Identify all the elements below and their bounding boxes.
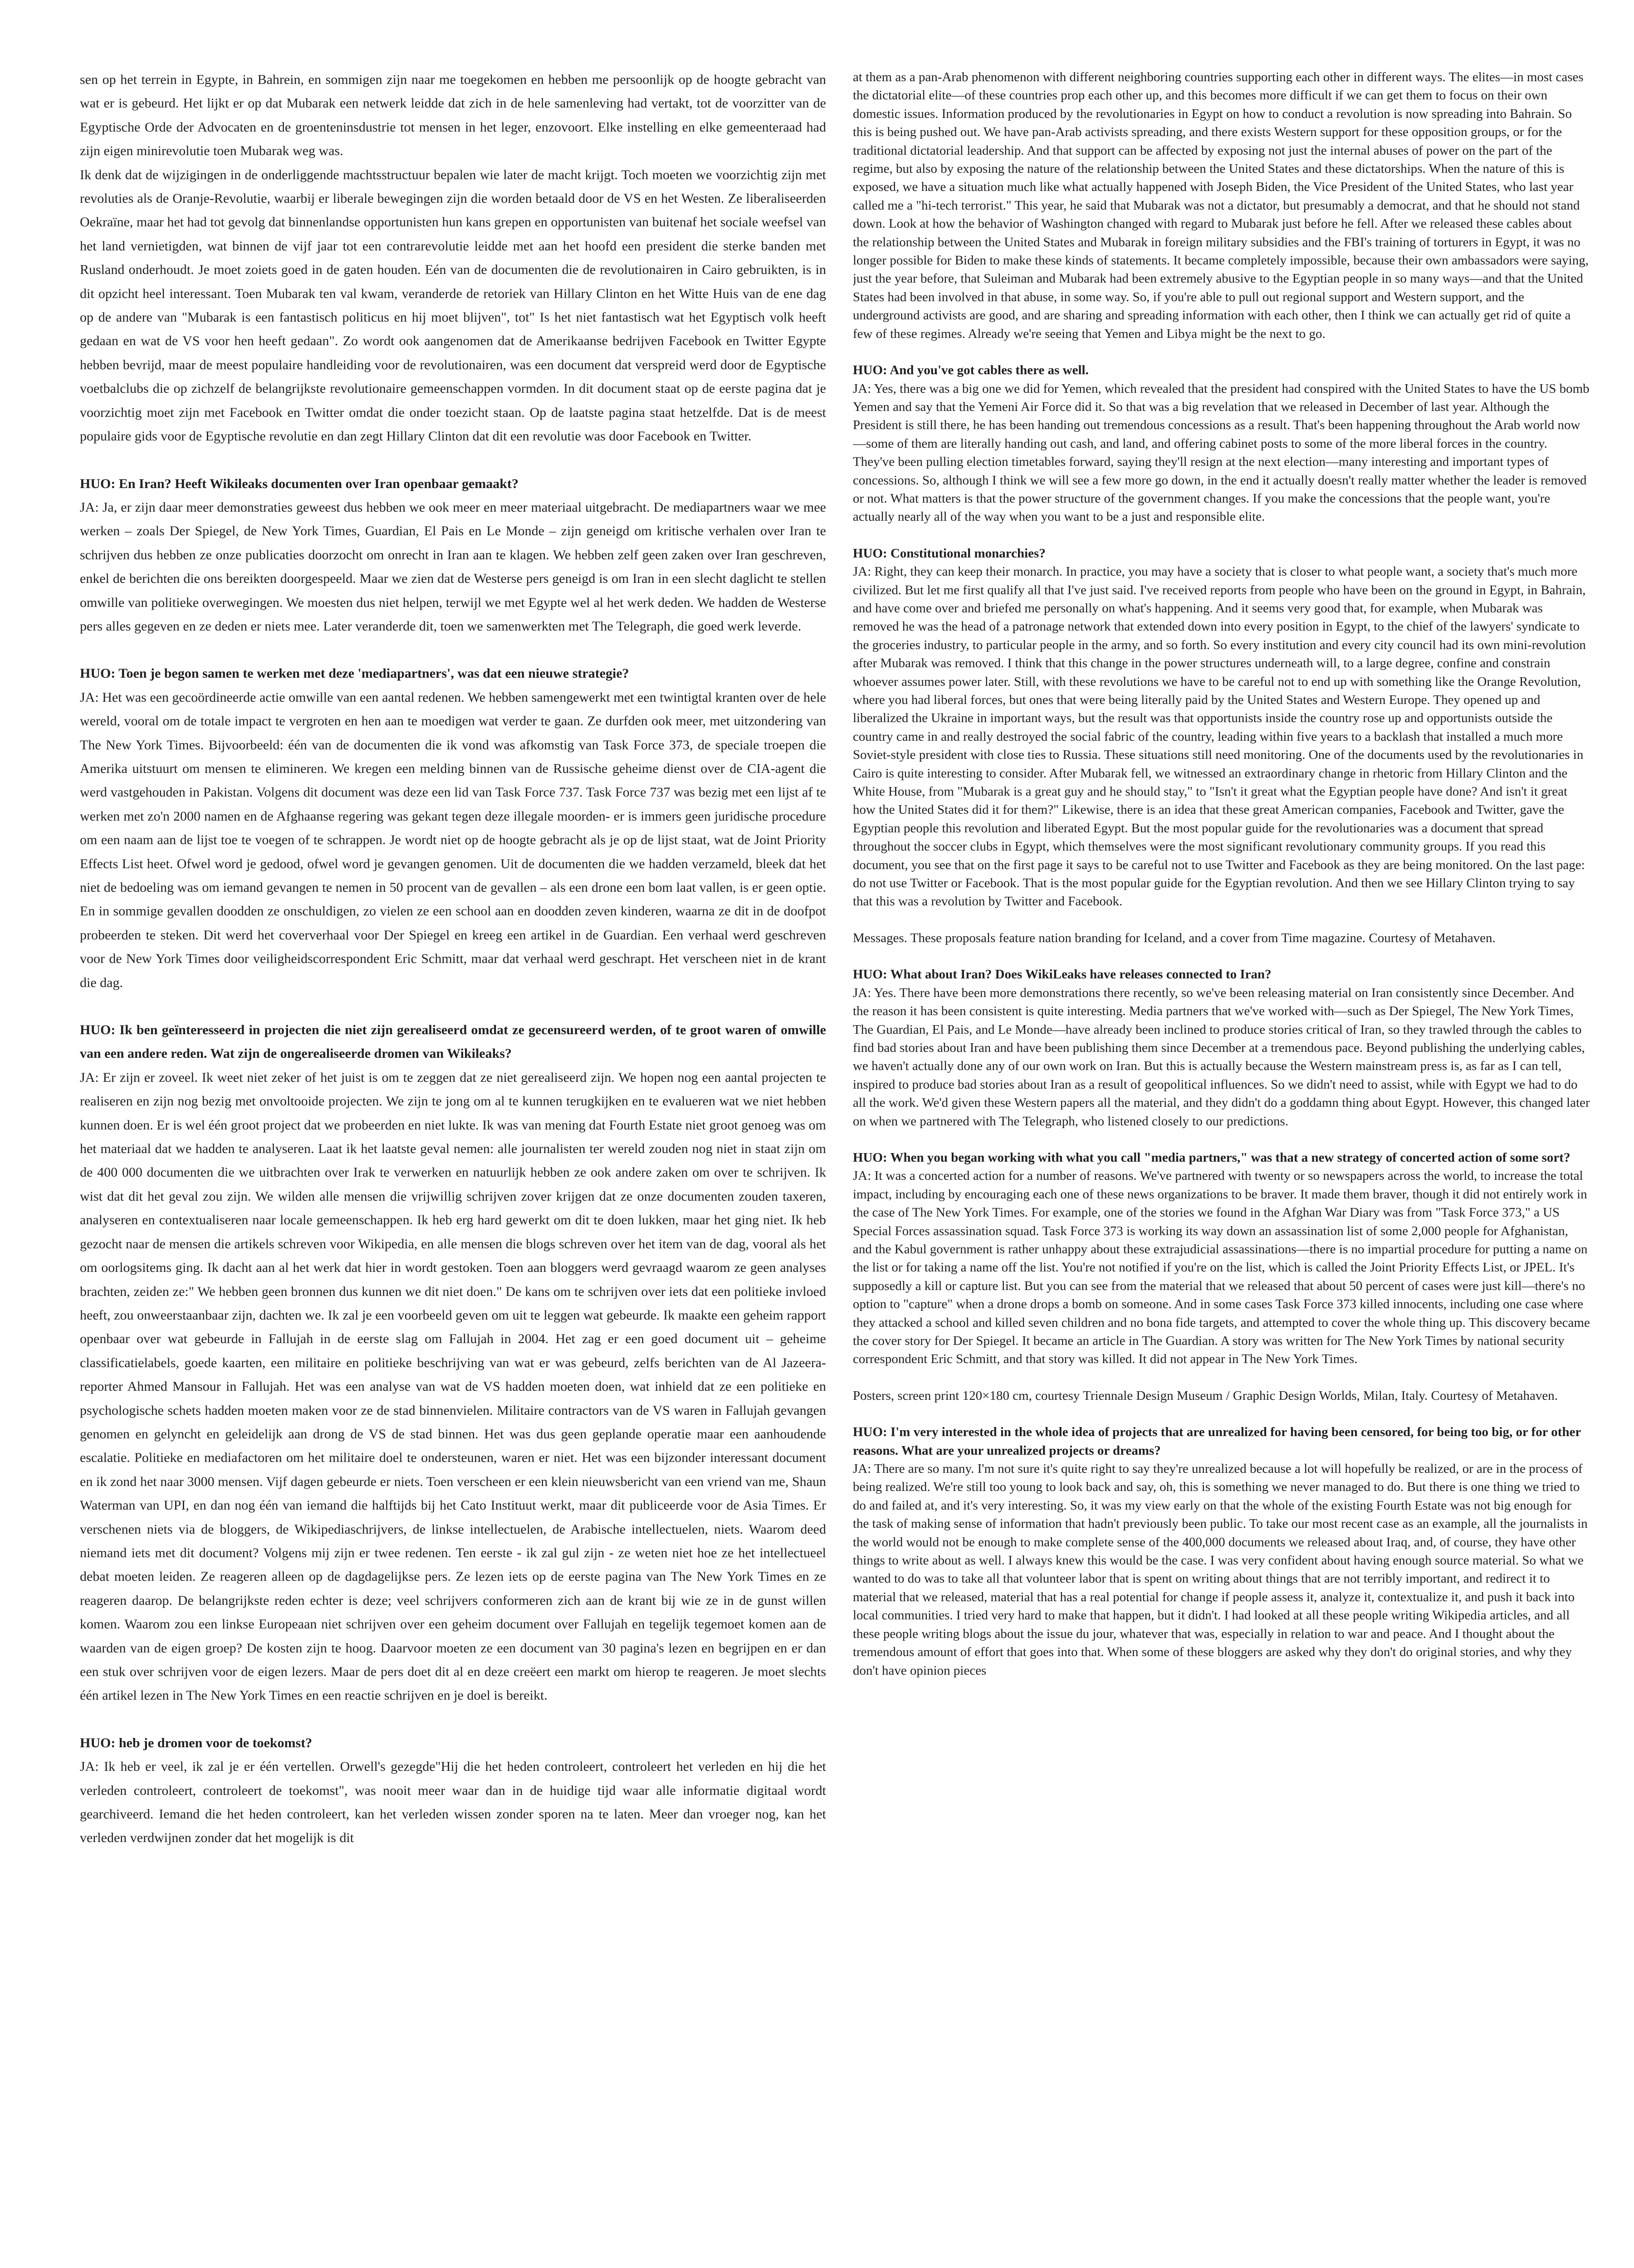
dutch-interview-column bbox=[80, 68, 826, 2268]
interview-answer: JA: Ik heb er veel, ik zal je er één vertellen. Orwell's gezegde"Hij die het heden controleert, controleert het verleden en hij die het verleden controleert, controleert de toekomst", was nooit meer waar dan in de huidige tijd waar alle informatie digitaal wordt gearchiveerd. Iemand die het heden controleert, kan het verleden wissen zonder sporen na te laten. Meer dan vroeger nog, kan het verleden verdwijnen zonder dat het mogelijk is dit bbox=[80, 1759, 826, 1846]
interview-question: HUO: I'm very interested in the whole idea of projects that are unrealized for having been censored, for being too big, or for other reasons. What are your unrealized projects or dreams? bbox=[853, 1425, 1581, 1458]
interview-answer: JA: Yes. There have been more demonstrations there recently, so we've been releasing material on Iran consistently since December. And the reason it has been consistent is quite interesting. Media partners that we've worked with—such as Der Spiegel, The New York Times, The Guardian, El Pais, and Le Monde—have already been inclined to produce stories critical of Iran, so they trawled through the cables to find bad stories about Iran and have been publishing them since December at a tremendous pace. Beyond publishing the underlying cables, we haven't actually done any of our own work on Iran. But this is actually because the Western mainstream press is, as far as I can tell, inspired to produce bad stories about Iran as a result of geopolitical influences. So we didn't need to assist, while with Egypt we had to do all the work. We'd given these Western papers all the material, and they didn't do a goddamn thing about Egypt. However, this changed later on when we partnered with The Telegraph, who listened closely to our predictions. bbox=[853, 985, 1590, 1129]
paragraph: Ik denk dat de wijzigingen in de onderliggende machtsstructuur bepalen wie later de macht krijgt. Toch moeten we voorzichtig zijn met revoluties als de Oranje-Revolutie, waarbij er liberale bewegingen zijn die worden betaald door de VS en het Westen. Ze liberaliseerden Oekraïne, maar het had tot gevolg dat binnenlandse opportunisten hun kans grepen en opportunisten van buitenaf het sociale weefsel van het land vernietigden, wat binnen de vijf jaar tot een contrarevolutie leidde met aan het hoofd een president die sterke banden met Rusland onderhoudt. Je moet zoiets goed in de gaten houden. Eén van de documenten die de revolutionairen in Cairo gebruikten, is in dit opzicht heel interessant. Toen Mubarak ten val kwam, veranderde de retoriek van Hillary Clinton en het Witte Huis van de ene dag op de andere van "Mubarak is een fantastisch politicus en hij moet blijven", tot" Is het niet fantastisch wat het Egyptisch volk heeft gedaan en wat de VS voor hen heeft gedaan". Zo wordt ook aangenomen dat de Amerikaanse bedrijven Facebook en Twitter Egypte hebben bevrijd, maar de meest populaire handleiding voor de revolutionairen, was een document dat verspreid werd door de Egyptische voetbalclubs die op zichzelf de belangrijkste revolutionaire gemeenschappen vormden. In dit document staat op de eerste pagina dat je voorzichtig moet zijn met Facebook en Twitter omdat die onder toezicht staan. Op de laatste pagina staat hetzelfde. Dat is de meest populaire gids voor de Egyptische revolutie en dan zegt Hillary Clinton dat dit een revolutie was door Facebook en Twitter. bbox=[80, 167, 826, 444]
interview-question: HUO: Ik ben geïnteresseerd in projecten die niet zijn gerealiseerd omdat ze gecensureerd werden, of te groot waren of omwille van een andere reden. Wat zijn de ongerealiseerde dromen van Wikileaks? bbox=[80, 1022, 826, 1061]
interview-question: HUO: What about Iran? Does WikiLeaks have releases connected to Iran? bbox=[853, 967, 1272, 982]
image-caption: Messages. These proposals feature nation branding for Iceland, and a cover from Time magazine. Courtesy of Metahaven. bbox=[853, 930, 1496, 945]
interview-answer: JA: It was a concerted action for a number of reasons. We've partnered with twenty or so newspapers across the world, to increase the total impact, including by encouraging each one of these news organizations to be braver. It made them braver, though it did not entirely work in the case of The New York Times. For example, one of the stories we found in the Afghan War Diary was from "Task Force 373," a US Special Forces assassination squad. Task Force 373 is working its way down an assassination list of some 2,000 people for Afghanistan, and the Kabul government is rather unhappy about these extrajudicial assassinations—there is no impartial procedure for putting a name on the list or for taking a name off the list. You're not notified if you're on the list, which is called the Joint Priority Effects List, or JPEL. It's supposedly a kill or capture list. But you can see from the material that we released that about 50 percent of cases were just kill—there's no option to "capture" when a drone drops a bomb on someone. And in some cases Task Force 373 killed innocents, including one case where they attacked a school and killed seven children and no bona fide targets, and attempted to cover the whole thing up. This discovery became the cover story for Der Spiegel. It became an article in The Guardian. A story was written for The New York Times by national security correspondent Eric Schmitt, and that story was killed. It did not appear in The New York Times. bbox=[853, 1168, 1590, 1367]
interview-question: HUO: heb je dromen voor de toekomst? bbox=[80, 1735, 313, 1750]
image-caption: Posters, screen print 120×180 cm, courtesy Triennale Design Museum / Graphic Design Worlds, Milan, Italy. Courtesy of Metahaven. bbox=[853, 1388, 1558, 1403]
paragraph: sen op het terrein in Egypte, in Bahrein, en sommigen zijn naar me toegekomen en hebben me persoonlijk op de hoogte gebracht van wat er is gebeurd. Het lijkt er op dat Mubarak een netwerk leidde dat zich in de hele samenleving had vertakt, tot de voorzitter van de Egyptische Orde der Advocaten en de groenteninsdustrie tot mensen in het leger, enzovoort. Elke instelling en elke gemeenteraad had zijn eigen minirevolutie toen Mubarak weg was. bbox=[80, 72, 826, 159]
interview-question: HUO: And you've got cables there as well. bbox=[853, 363, 1089, 378]
interview-answer: JA: Yes, there was a big one we did for Yemen, which revealed that the president had conspired with the United States to have the US bomb Yemen and say that the Yemeni Air Force did it. So that was a big revelation that we released in December of last year. Although the President is still there, he has been handing out tremendous concessions as a result. That's been happening throughout the Arab world now—some of them are literally handing out cash, and land, and offering cabinet posts to some of the more liberal forces in the country. They've been pulling election timetables forward, saying they'll resign at the next election—many interesting and important types of concessions. So, although I think we will see a few more go down, in the end it actually doesn't really matter whether the leader is removed or not. What matters is that the power structure of the government changes. If you make the concessions that the people want, you're actually nearly all of the way when you want to be a just and responsible elite. bbox=[853, 381, 1590, 524]
interview-question: HUO: When you began working with what you call "media partners," was that a new strategy of concerted action of some sort? bbox=[853, 1150, 1570, 1165]
interview-question: HUO: Toen je begon samen te werken met deze 'mediapartners', was dat een nieuwe strategie? bbox=[80, 666, 629, 681]
interview-question: HUO: Constitutional monarchies? bbox=[853, 546, 1046, 561]
interview-answer: JA: Het was een gecoördineerde actie omwille van een aantal redenen. We hebben samengewerkt met een twintigtal kranten over de hele wereld, vooral om de totale impact te vergroten en hen aan te moedigen wat verder te gaan. Ze durfden ook meer, met uitzondering van The New York Times. Bijvoorbeeld: één van de documenten die ik vond was afkomstig van Task Force 373, de speciale troepen die Amerika uitstuurt om mensen te elimineren. We kregen een melding binnen van de Russische geheime dienst over de CIA-agent die werd vastgehouden in Pakistan. Volgens dit document was deze een lid van Task Force 737. Task Force 737 was bezig met een lijst af te werken met zo'n 2000 namen en de Afghaanse regering was gekant tegen deze illegale moorden- er is immers geen juridische procedure om een naam aan de lijst toe te voegen of te schrappen. Je wordt niet op de hoogte gebracht als je op de lijst staat, wat de Joint Priority Effects List heet. Ofwel word je gedood, ofwel word je gevangen genomen. Uit de documenten die we hadden verzameld, bleek dat het niet de bedoeling was om iemand gevangen te nemen in 50 procent van de gevallen – als een drone een bom laat vallen, is er geen optie. En in sommige gevallen doodden ze onschuldigen, zo vielen ze een school aan en doodden zeven kinderen, waarna ze dit in de doofpot probeerden te steken. Dit werd het coververhaal voor Der Spiegel en kreeg een artikel in de Guardian. Een verhaal werd geschreven voor de New York Times door veiligheidscorrespondent Eric Schmitt, maar dat verhaal werd geschrapt. Het verscheen niet in de krant die dag. bbox=[80, 689, 826, 990]
paragraph: at them as a pan-Arab phenomenon with different neighboring countries supporting each other in different ways. The elites—in most cases the dictatorial elite—of these countries prop each other up, and this becomes more difficult if we can get them to focus on their own domestic issues. Information produced by the revolutionaries in Egypt on how to conduct a revolution is now spreading into Bahrain. So this is being pushed out. We have pan-Arab activists spreading, and there exists Western support for these opposition groups, or for the traditional dictatorial leadership. And that support can be affected by exposing not just the internal abuses of power on the part of the regime, but also by exposing the nature of the relationship between the United States and these dictatorships. When the nature of this is exposed, we have a situation much like what actually happened with Joseph Biden, the Vice President of the United States, who last year called me a "hi-tech terrorist." This year, he said that Mubarak was not a dictator, but presumably a democrat, and that he should not stand down. Look at how the behavior of Washington changed with regard to Mubarak just before he fell. After we released these cables about the relationship between the United States and Mubarak in foreign military subsidies and the FBI's training of torturers in Egypt, it was no longer possible for Biden to make these kinds of statements. It became completely impossible, because their own ambassadors were saying, just the year before, that Suleiman and Mubarak had been extremely abusive to the Egyptian people in so many ways—and that the United States had been involved in that abuse, in some way. So, if you're able to pull out regional support and Western support, and the underground activists are good, and are sharing and spreading information with each other, then I think we can actually get rid of quite a few of these regimes. Already we're seeing that Yemen and Libya might be the next to go. bbox=[853, 70, 1589, 341]
english-interview-column bbox=[853, 68, 1590, 2268]
interview-question: HUO: En Iran? Heeft Wikileaks documenten over Iran openbaar gemaakt? bbox=[80, 476, 519, 491]
interview-answer: JA: Er zijn er zoveel. Ik weet niet zeker of het juist is om te zeggen dat ze niet gerealiseerd zijn. We hopen nog een aantal projecten te realiseren en zijn nog bezig met onvoltooide projecten. We zijn te jong om al te kunnen terugkijken en te evalueren wat we niet hebben kunnen doen. Er is wel één groot project dat we probeerden en niet lukte. Ik was van mening dat Fourth Estate niet groot genoeg was om het materiaal dat we hadden te analyseren. Laat ik het laatste geval nemen: alle journalisten ter wereld zouden nog niet in staat zijn om de 400 000 documenten die we uitbrachten over Irak te verwerken en natuurlijk hebben ze ook andere zaken om over te schrijven. Ik wist dat dit het geval zou zijn. We wilden alle mensen die vrijwillig schrijven zover krijgen dat ze onze documenten zouden taxeren, analyseren en contextualiseren naar locale gemeenschappen. Ik heb erg hard gewerkt om dit te doen lukken, maar het ging niet. Ik heb gezocht naar de mensen die artikels schreven voor Wikipedia, en alle mensen die blogs schreven over het item van de dag, vooral als het om oorlogsitems ging. Ik dacht aan al het werk dat hier in wordt gestoken. Toen aan bloggers werd gevraagd waarom ze geen analyses brachten, zeiden ze:" We hebben geen bronnen dus kunnen we dit niet doen." De kans om te schrijven over iets dat een politieke invloed heeft, zou onweerstaanbaar zijn, dachten we. Ik zal je een voorbeeld geven om uit te leggen wat gebeurde. Ik maakte een geheim rapport openbaar over wat gebeurde in Fallujah in de eerste slag om Fallujah in 2004. Het zag er een goed document uit – geheime classificatielabels, goede kaarten, een militaire en politieke beschrijving van wat er was gebeurd, zelfs berichten van de Al Jazeera-reporter Ahmed Mansour in Fallujah. Het was een analyse van wat de VS hadden moeten doen, wat inhield dat ze een politieke en psychologische schets hadden moeten maken voor ze de stad binnenvielen. Militaire contractors van de VS waren in Fallujah gevangen genomen en gelyncht en geleidelijk aan drong de VS de stad binnen. Het was dus geen geplande operatie maar een aanhoudende escalatie. Politieke en mediafactoren om het militaire doel te ondersteunen, waren er niet. Het was een bijzonder interessant document en ik zond het naar 3000 mensen. Vijf dagen gebeurde er niets. Toen verscheen er een klein nieuwsbericht van een vriend van me, Shaun Waterman van UPI, en dan nog één van iemand die halftijds bij het Cato Instituut werkt, maar dit publiceerde voor de Asia Times. Er verschenen niets via de bloggers, de Wikipediaschrijvers, de linkse intellectuelen, de Arabische intellectuelen, niets. Waarom deed niemand iets met dit document? Volgens mij zijn er twee redenen. Ten eerste - ik zal gul zijn - ze weten niet hoe ze het intellectueel debat moeten leiden. Ze reageren alleen op de dagdagelijkse pers. Ze lezen iets op de eerste pagina van The New York Times en ze reageren daarop. De belangrijkste reden echter is deze; veel schrijvers conformeren zich aan de krant bij wie ze in de gunst willen komen. Waarom zou een linkse Europeaan niet schrijven over een geheim document over Fallujah en tegelijk tegemoet komen aan de waarden van de eigen groep? De kosten zijn te hoog. Daarvoor moeten ze een document van 30 pagina's lezen en begrijpen en er dan een stuk over schrijven voor de eigen lezers. Maar de pers doet dit al en deze creëert een markt om hierop te reageren. Je moet slechts één artikel lezen in The New York Times en een reactie schrijven en je doel is bereikt. bbox=[80, 1070, 826, 1703]
interview-answer: JA: There are so many. I'm not sure it's quite right to say they're unrealized because a lot will hopefully be realized, or are in the process of being realized. We're still too young to look back and say, oh, this is something we never managed to do. But there is one thing we tried to do and failed at, and it's very interesting. So, it was my view early on that the whole of the existing Fourth Estate was not big enough for the task of making sense of information that hadn't previously been public. To take our most recent case as an example, all the journalists in the world would not be enough to make complete sense of the 400,000 documents we released about Iraq, and, of course, they have other things to write about as well. I always knew this would be the case. I was very confident about having enough source material. So what we wanted to do was to take all that volunteer labor that is spent on writing about things that are not terribly important, and redirect it to material that we released, material that has a real potential for change if people assess it, analyze it, contextualize it, and push it back into local communities. I tried very hard to make that happen, but it didn't. I had looked at all these people writing Wikipedia articles, and all these people writing blogs about the issue du jour, whatever that was, especially in relation to war and peace. And I thought about the tremendous amount of effort that goes into that. When some of these bloggers are asked why they don't do original stories, and why they don't have opinion pieces bbox=[853, 1461, 1588, 1678]
interview-answer: JA: Right, they can keep their monarch. In practice, you may have a society that is closer to what people want, a society that's much more civilized. But let me first qualify all that I've just said. I've received reports from people who have been on the ground in Egypt, in Bahrain, and have come over and briefed me personally on what's happening. And it seems very good that, for example, when Mubarak was removed he was the head of a patronage network that extended down into every position in Egypt, to the chief of the lawyers' syndicate to the groceries industry, to particular people in the army, and so forth. So every institution and every city council had its own mini-revolution after Mubarak was removed. I think that this change in the power structures underneath will, to a large degree, confine and constrain whoever assumes power later. Still, with these revolutions we have to be careful not to end up with something like the Orange Revolution, where you had liberal forces, but ones that were being literally paid by the United States and Western Europe. They opened up and liberalized the Ukraine in important ways, but the result was that opportunists inside the country rose up and opportunists outside the country came in and really destroyed the social fabric of the country, leading within five years to a backlash that installed a much more Soviet-style president with close ties to Russia. These situations still need monitoring. One of the documents used by the revolutionaries in Cairo is quite interesting to consider. After Mubarak fell, we witnessed an extraordinary change in rhetoric from Hillary Clinton and the White House, from "Mubarak is a great guy and he should stay," to "Isn't it great what the Egyptian people have done? And isn't it great how the United States did it for them?" Likewise, there is an idea that these great American companies, Facebook and Twitter, gave the Egyptian people this revolution and liberated Egypt. But the most popular guide for the revolutionaries was a document that spread throughout the soccer clubs in Egypt, which themselves were the most significant revolutionary community groups. If you read this document, you see that on the first page it says to be careful not to use Twitter and Facebook as they are being monitored. On the last page: do not use Twitter or Facebook. That is the most popular guide for the Egyptian revolution. And then we see Hillary Clinton trying to say that this was a revolution by Twitter and Facebook. bbox=[853, 564, 1586, 909]
interview-answer: JA: Ja, er zijn daar meer demonstraties geweest dus hebben we ook meer en meer materiaal uitgebracht. De mediapartners waar we mee werken – zoals Der Spiegel, de New York Times, Guardian, El Pais en Le Monde – zijn geneigd om kritische verhalen over Iran te schrijven dus hebben ze onze publicaties doorzocht om onrecht in Iran aan te klagen. We hebben zelf geen zaken over Iran geschreven, enkel de berichten die ons bereikten doorgespeeld. Maar we zien dat de Westerse pers geneigd is om Iran in een slecht daglicht te stellen omwille van politieke overwegingen. We moesten dus niet helpen, terwijl we met Egypte wel al het werk deden. We hadden de Westerse pers alles gegeven en ze deden er niets mee. Later veranderde dit, toen we samenwerkten met The Telegraph, die goed werk leverde. bbox=[80, 499, 826, 634]
